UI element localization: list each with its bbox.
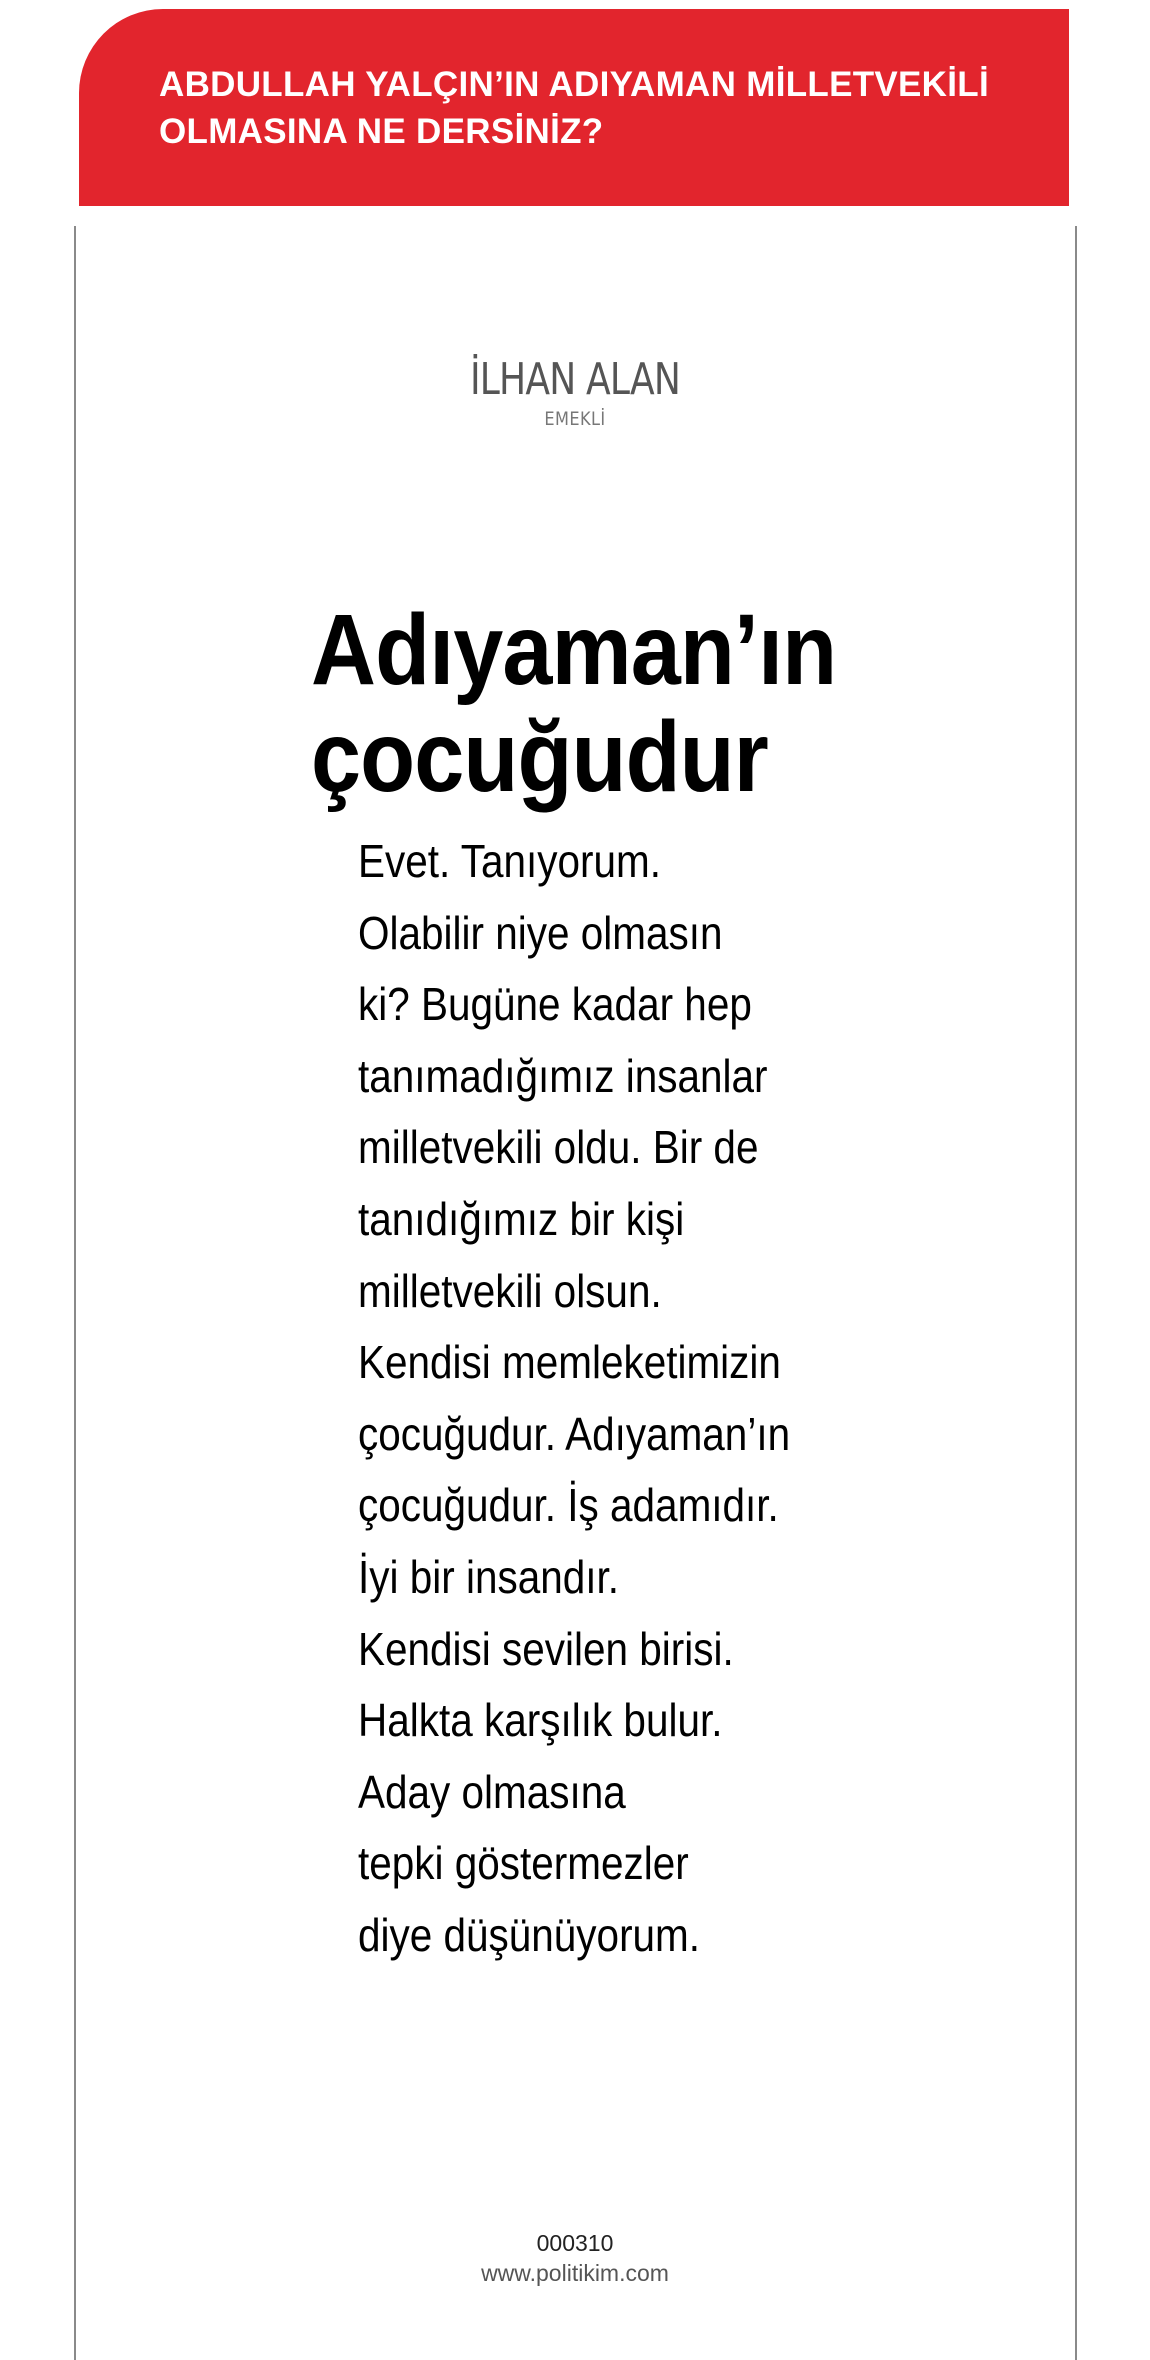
author-name: İLHAN ALAN <box>469 354 681 405</box>
page-code: 000310 <box>536 2230 614 2256</box>
body-line: çocuğudur. Adıyaman’ın <box>358 1407 791 1460</box>
survey-question-line-1: ABDULLAH YALÇIN’IN ADIYAMAN MİLLETVEKİLİ <box>159 65 989 104</box>
body-line: milletvekili olsun. <box>358 1264 662 1317</box>
headline-line-2: çocuğudur <box>311 701 768 813</box>
body-line: Evet. Tanıyorum. <box>358 835 661 887</box>
body-line: tanıdığımız bir kişi <box>358 1192 685 1245</box>
body-line: milletvekili oldu. Bir de <box>358 1121 759 1174</box>
body-line: ki? Bugüne kadar hep <box>358 978 752 1031</box>
header-banner <box>79 9 1069 206</box>
body-line: Halkta karşılık bulur. <box>358 1694 723 1747</box>
body-line: Olabilir niye olmasın <box>358 906 723 959</box>
answer-body <box>358 826 790 1972</box>
frame-right-rule <box>1075 226 1077 2360</box>
body-line: Aday olmasına <box>358 1765 626 1818</box>
body-line: tanımadığımız insanlar <box>358 1049 768 1102</box>
headline <box>311 594 837 813</box>
body-line: diye düşünüyorum. <box>358 1908 701 1961</box>
footer <box>0 2228 1150 2288</box>
author-role: EMEKLİ <box>544 408 606 430</box>
website-link[interactable]: www.politikim.com <box>481 2260 669 2286</box>
headline-line-1: Adıyaman’ın <box>311 594 837 706</box>
survey-question <box>159 61 1069 155</box>
body-line: Kendisi memleketimizin <box>358 1336 781 1389</box>
body-line: çocuğudur. İş adamıdır. <box>358 1479 779 1532</box>
body-line: İyi bir insandır. <box>358 1550 619 1603</box>
survey-question-line-2: OLMASINA NE DERSİNİZ? <box>159 112 604 151</box>
body-line: tepki göstermezler <box>358 1837 689 1890</box>
author-block <box>0 355 1150 431</box>
frame-left-rule <box>74 226 76 2360</box>
body-line: Kendisi sevilen birisi. <box>358 1622 734 1675</box>
